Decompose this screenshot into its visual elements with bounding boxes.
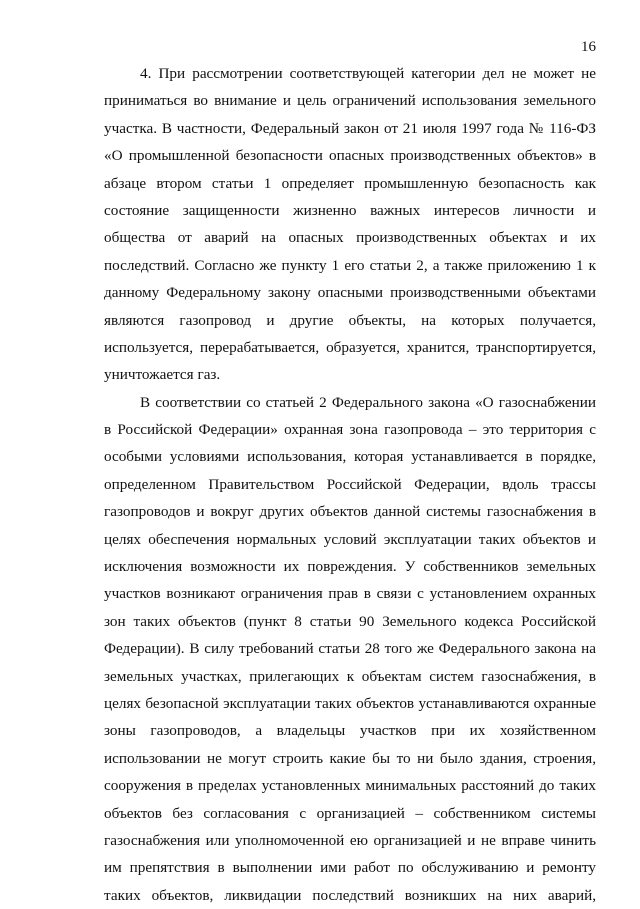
paragraph-2-line: В соответствии со статьей 2 Федерального закона «О газоснабжении [140,393,596,411]
document-body [104,60,596,909]
paragraph-1-line: данному Федеральному закону опасными производственными объектами [104,284,596,302]
paragraph-2 [104,389,596,909]
paragraph-1-line: используется, перерабатывается, образуется, хранится, транспортируется, [104,338,596,356]
paragraph-2-line: газопроводов и вокруг других объектов данной системы газоснабжения в [104,503,596,521]
paragraph-2-line: определенном Правительством Российской Федерации, вдоль трассы [104,475,596,493]
paragraph-2-line: в Российской Федерации» охранная зона газопровода – это территория с [104,421,596,439]
paragraph-1-line: общества от аварий на опасных производственных объектах и их [104,229,596,247]
paragraph-2-line: им препятствия в выполнении ими работ по обслуживанию и ремонту [104,859,596,877]
paragraph-1-line: состояние защищенности жизненно важных интересов личности и [104,201,596,219]
paragraph-2-line: участков возникают ограничения прав в связи с установлением охранных [104,585,596,603]
paragraph-1 [104,60,596,389]
page-number: 16 [581,39,596,55]
paragraph-1-line: «О промышленной безопасности опасных производственных объектов» в [104,147,596,165]
paragraph-2-line: зон таких объектов (пункт 8 статьи 90 Земельного кодекса Российской [104,612,596,630]
paragraph-2-line: таких объектов, ликвидации последствий возникших на них аварий, [104,886,596,904]
paragraph-1-line: приниматься во внимание и цель ограничений использования земельного [104,92,596,110]
paragraph-2-line: использовании не могут строить какие бы то ни было здания, строения, [104,749,596,767]
paragraph-1-line: являются газопровод и другие объекты, на которых получается, [104,311,596,329]
paragraph-2-line: целях обеспечения нормальных условий эксплуатации таких объектов и [104,530,596,548]
paragraph-2-line: особыми условиями использования, которая устанавливается в порядке, [104,448,596,466]
paragraph-1-line: уничтожается газ. [104,366,221,384]
paragraph-2-line: земельных участках, прилегающих к объектам систем газоснабжения, в [104,667,596,685]
paragraph-2-line: Федерации). В силу требований статьи 28 того же Федерального закона на [104,640,596,658]
paragraph-2-line: сооружения в пределах установленных минимальных расстояний до таких [104,777,596,795]
paragraph-1-line: участка. В частности, Федеральный закон от 21 июля 1997 года № 116-ФЗ [104,119,596,137]
paragraph-2-line: целях безопасной эксплуатации таких объектов устанавливаются охранные [104,694,596,712]
paragraph-1-line: последствий. Согласно же пункту 1 его статьи 2, а также приложению 1 к [104,256,596,274]
paragraph-2-line: зоны газопроводов, а владельцы участков при их хозяйственном [104,722,596,740]
paragraph-1-line: 4. При рассмотрении соответствующей категории дел не может не [140,65,596,82]
paragraph-1-line: абзаце втором статьи 1 определяет промышленную безопасность как [104,174,596,192]
paragraph-2-line: газоснабжения или уполномоченной ею организацией и не вправе чинить [104,831,596,849]
paragraph-2-line: объектов без согласования с организацией – собственником системы [104,804,596,822]
paragraph-2-line: исключения возможности их повреждения. У собственников земельных [104,558,596,576]
